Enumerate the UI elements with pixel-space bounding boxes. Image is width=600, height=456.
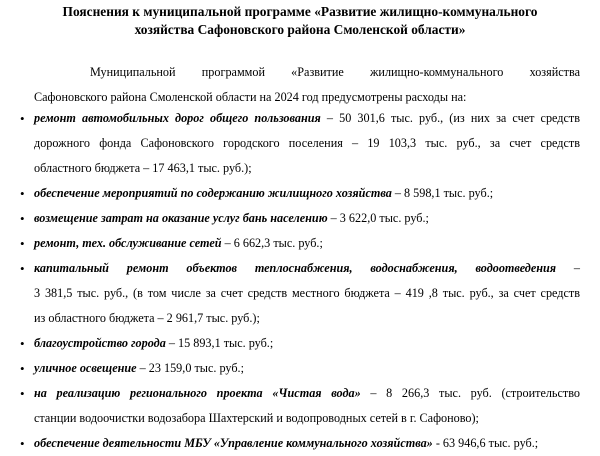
bullet-icon: • (20, 336, 25, 351)
item-label: на реализацию регионального проекта «Чистая вода» (34, 386, 361, 400)
item-label: уличное освещение (34, 361, 137, 375)
intro-line-1: Муниципальной программой «Развитие жилищно-коммунального хозяйства (90, 65, 580, 79)
bullet-icon: • (20, 186, 25, 201)
item-text: - 63 946,6 тыс. руб.; (432, 436, 539, 450)
item-label: возмещение затрат на оказание услуг бань населению (34, 211, 328, 225)
item-label: ремонт, тех. обслуживание сетей (34, 236, 222, 250)
item-label: ремонт автомобильных дорог общего пользования (34, 111, 321, 125)
intro-paragraph (34, 60, 580, 110)
bullet-icon: • (20, 386, 25, 401)
bullet-icon: • (20, 361, 25, 376)
list-item (20, 256, 580, 331)
item-text-cont: из областного бюджета – 2 961,7 тыс. руб.); (34, 311, 260, 325)
item-text: – 23 159,0 тыс. руб.; (136, 361, 244, 375)
list-item (20, 206, 580, 231)
bullet-icon: • (20, 261, 25, 276)
title-line-2: хозяйства Сафоновского района Смоленской области» (134, 22, 466, 37)
item-label: обеспечение мероприятий по содержанию жилищного хозяйства (34, 186, 392, 200)
list-item (20, 181, 580, 206)
expense-list (20, 106, 580, 456)
item-label: капитальный ремонт объектов теплоснабжения, водоснабжения, водоотведения (34, 261, 557, 275)
item-text-cont: областного бюджета – 17 463,1 тыс. руб.); (34, 161, 252, 175)
item-text: – 6 662,3 тыс. руб.; (221, 236, 323, 250)
list-item (20, 231, 580, 256)
item-label: обеспечение деятельности МБУ «Управление коммунального хозяйства» (34, 436, 433, 450)
list-item (20, 381, 580, 431)
bullet-icon: • (20, 111, 25, 126)
intro-line-2: Сафоновского района Смоленской области на 2024 год предусмотрены расходы на: (34, 90, 467, 104)
item-text: – 15 893,1 тыс. руб.; (165, 336, 274, 350)
item-text: – 8 266,3 тыс. руб. (строительство (360, 386, 580, 400)
item-text: – (556, 261, 580, 275)
item-text-cont: дорожного фонда Сафоновского городского поселения – 19 103,3 тыс. руб., за счет средств (34, 136, 580, 150)
item-text-cont: 3 381,5 тыс. руб., (в том числе за счет средств местного бюджета – 419 ,8 тыс. руб., за счет средств (34, 286, 580, 300)
list-item (20, 431, 580, 456)
bullet-icon: • (20, 436, 25, 451)
title-line-1: Пояснения к муниципальной программе «Развитие жилищно-коммунального (62, 4, 538, 19)
item-label: благоустройство города (34, 336, 166, 350)
bullet-icon: • (20, 236, 25, 251)
item-text-cont: станции водоочистки водозабора Шахтерский и водопроводных сетей в г. Сафоново); (34, 411, 479, 425)
list-item (20, 356, 580, 381)
item-text: – 8 598,1 тыс. руб.; (391, 186, 494, 200)
list-item (20, 106, 580, 181)
item-text: – 50 301,6 тыс. руб., (из них за счет средств (320, 111, 580, 125)
bullet-icon: • (20, 211, 25, 226)
list-item (20, 331, 580, 356)
item-text: – 3 622,0 тыс. руб.; (327, 211, 429, 225)
document-title (30, 3, 570, 39)
